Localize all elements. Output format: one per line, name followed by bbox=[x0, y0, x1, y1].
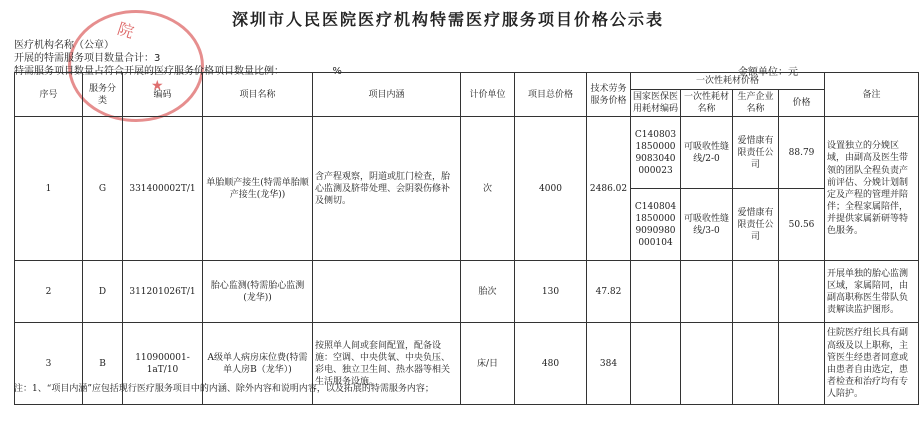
col-header-no: 序号 bbox=[15, 73, 83, 117]
col-header-tech-price: 技术劳务服务价格 bbox=[587, 73, 631, 117]
col-header-consumables-group: 一次性耗材价格 bbox=[631, 73, 825, 90]
table-row bbox=[15, 261, 919, 323]
cell-consumable-name bbox=[681, 261, 733, 323]
cell-code: 110900001-1aT/10 bbox=[123, 323, 203, 405]
col-header-consumable-name: 一次性耗材名称 bbox=[681, 90, 733, 117]
cell-no: 3 bbox=[15, 323, 83, 405]
col-header-insurance-code: 国家医保医用耗材编码 bbox=[631, 90, 681, 117]
ratio-unit: % bbox=[332, 66, 342, 77]
col-header-code: 编码 bbox=[123, 73, 203, 117]
cell-remark: 设置独立的分娩区域，由副高及医生带领的团队全程负责产前评估、分娩计划制定及产程的管理并陪伴；全程家属陪伴，并提供家属新研等特色服务。 bbox=[825, 117, 919, 261]
col-header-total-price: 项目总价格 bbox=[515, 73, 587, 117]
cell-unit: 次 bbox=[461, 117, 515, 261]
table-header-row bbox=[15, 73, 919, 90]
cell-total-price: 130 bbox=[515, 261, 587, 323]
cell-name: 胎心监测(特需胎心监测(龙华)) bbox=[203, 261, 313, 323]
cell-category: B bbox=[83, 323, 123, 405]
cell-name: A级单人病房床位费(特需单人房B（龙华）) bbox=[203, 323, 313, 405]
seal-star-icon: ★ bbox=[151, 78, 164, 94]
col-header-name: 项目名称 bbox=[203, 73, 313, 117]
col-header-price: 价格 bbox=[779, 90, 825, 117]
cell-price: 88.79 bbox=[779, 117, 825, 189]
cell-price bbox=[779, 261, 825, 323]
cell-name: 单胎顺产接生(特需单胎顺产接生(龙华)) bbox=[203, 117, 313, 261]
col-header-content: 项目内涵 bbox=[313, 73, 461, 117]
cell-code: 311201026T/1 bbox=[123, 261, 203, 323]
cell-manufacturer: 爱惜康有限责任公司 bbox=[733, 117, 779, 189]
cell-remark: 开展单独的胎心监测区域，家属陪同，由副高职称医生带队负责解读监护图形。 bbox=[825, 261, 919, 323]
cell-consumable-name: 可吸收性缝线/2-0 bbox=[681, 117, 733, 189]
cell-consumable-name: 可吸收性缝线/3-0 bbox=[681, 189, 733, 261]
col-header-category: 服务分类 bbox=[83, 73, 123, 117]
cell-content: 按照单人间或套间配置，配备设施：空调、中央供氧、中央负压、彩电、独立卫生间、热水器等相关生活服务设施。 bbox=[313, 323, 461, 405]
price-table bbox=[14, 72, 919, 405]
cell-content: 含产程观察，阴道或肛门检查，胎心监测及脐带处理、会阴裂伤修补及侧切。 bbox=[313, 117, 461, 261]
cell-total-price: 4000 bbox=[515, 117, 587, 261]
currency-unit: 金额单位：元 bbox=[738, 67, 798, 78]
cell-content bbox=[313, 261, 461, 323]
item-count-line: 开展的特需服务项目数量合计：3 bbox=[14, 53, 161, 64]
cell-code: 331400002T/1 bbox=[123, 117, 203, 261]
cell-price bbox=[779, 323, 825, 405]
cell-insurance-code bbox=[631, 323, 681, 405]
cell-unit: 胎次 bbox=[461, 261, 515, 323]
cell-insurance-code bbox=[631, 261, 681, 323]
cell-category: G bbox=[83, 117, 123, 261]
footnote: 注：1、“项目内涵”应包括现行医疗服务项目中的内涵、除外内容和说明内容，以及拓展的特需服务内容； bbox=[14, 384, 434, 394]
ratio-label: 特需服务项目数量占符合开展的医疗服务价格项目数量比例： bbox=[14, 66, 284, 77]
cell-no: 1 bbox=[15, 117, 83, 261]
col-header-remark: 备注 bbox=[825, 73, 919, 117]
cell-remark: 住院医疗组长具有副高级及以上职称，主管医生经患者同意或由患者自由选定，患者检查和治疗均有专人陪护。 bbox=[825, 323, 919, 405]
cell-tech-price: 384 bbox=[587, 323, 631, 405]
cell-total-price: 480 bbox=[515, 323, 587, 405]
col-header-unit: 计价单位 bbox=[461, 73, 515, 117]
cell-manufacturer bbox=[733, 323, 779, 405]
page-title: 深圳市人民医院医疗机构特需医疗服务项目价格公示表 bbox=[232, 10, 665, 29]
cell-no: 2 bbox=[15, 261, 83, 323]
cell-insurance-code: C14080318500009083040000023 bbox=[631, 117, 681, 189]
cell-manufacturer bbox=[733, 261, 779, 323]
seal-text: 院 bbox=[115, 18, 137, 42]
cell-tech-price: 47.82 bbox=[587, 261, 631, 323]
col-header-manufacturer: 生产企业名称 bbox=[733, 90, 779, 117]
table-row bbox=[15, 117, 919, 189]
cell-category: D bbox=[83, 261, 123, 323]
cell-tech-price: 2486.02 bbox=[587, 117, 631, 261]
cell-consumable-name bbox=[681, 323, 733, 405]
cell-insurance-code: C14080418500009090980000104 bbox=[631, 189, 681, 261]
cell-unit: 床/日 bbox=[461, 323, 515, 405]
org-name-line: 医疗机构名称（公章） bbox=[14, 40, 114, 51]
cell-price: 50.56 bbox=[779, 189, 825, 261]
cell-manufacturer: 爱惜康有限责任公司 bbox=[733, 189, 779, 261]
